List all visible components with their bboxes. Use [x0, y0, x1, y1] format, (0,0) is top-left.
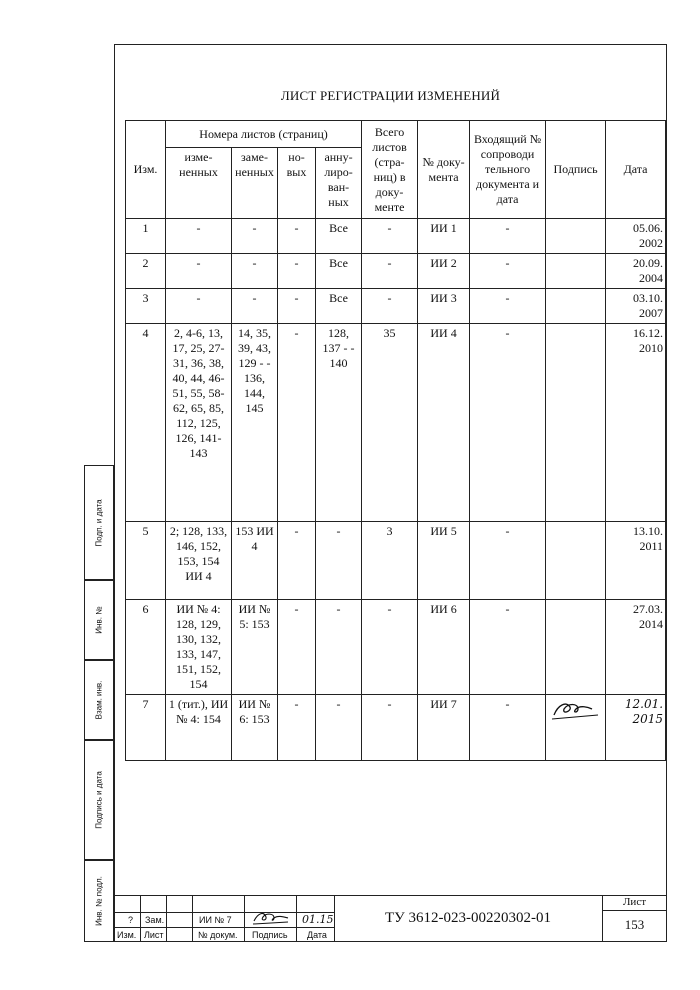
header-data: Дата	[606, 121, 666, 219]
table-row	[126, 522, 666, 600]
cell-izm: 6	[126, 600, 166, 695]
cell-podpis	[546, 522, 606, 600]
side-podpis-i-data	[84, 740, 114, 860]
cell-zamenennyh: ИИ № 6: 153	[232, 695, 278, 761]
cell-annul: Все	[316, 289, 362, 324]
table-row-empty	[126, 761, 666, 831]
table-row	[126, 254, 666, 289]
sheet-number: 153	[624, 917, 645, 932]
table-row	[126, 324, 666, 522]
cell-annul: -	[316, 695, 362, 761]
cell-data: 05.06. 2002	[606, 219, 666, 254]
cell-data: 20.09. 2004	[606, 254, 666, 289]
tb-lbl-podpis: Подпись	[252, 930, 288, 940]
cell-vhod: -	[470, 324, 546, 522]
cell-data: 03.10. 2007	[606, 289, 666, 324]
side-label: Инв. № подл.	[94, 876, 104, 926]
cell-doc: ИИ 1	[418, 219, 470, 254]
tb-lbl-list: Лист	[144, 930, 164, 940]
table-row	[126, 289, 666, 324]
tb-row-zam: Зам.	[145, 915, 165, 925]
side-stamp	[84, 465, 114, 942]
tb-lbl-doc: № докум.	[198, 930, 238, 940]
header-vsego: Всего листов (стра-ниц) в доку-менте	[362, 121, 418, 219]
header-nomera: Номера листов (страниц)	[166, 121, 362, 148]
header-nomer-doc: № доку-мента	[418, 121, 470, 219]
cell-annul: -	[316, 522, 362, 600]
cell-doc: ИИ 2	[418, 254, 470, 289]
cell-data: 13.10. 2011	[606, 522, 666, 600]
cell-vhod: -	[470, 289, 546, 324]
table-row	[126, 695, 666, 761]
signature-mark	[548, 697, 604, 725]
cell-zamenennyh: -	[232, 219, 278, 254]
cell-vsego: -	[362, 695, 418, 761]
cell-podpis	[546, 219, 606, 254]
cell-podpis	[546, 695, 606, 761]
document-designation: ТУ 3612-023-00220302-01	[384, 910, 552, 926]
sheet-label: Лист	[622, 896, 647, 908]
cell-novyh: -	[278, 600, 316, 695]
cell-zamenennyh: -	[232, 254, 278, 289]
cell-izmenennyh: ИИ № 4: 128, 129, 130, 132, 133, 147, 151, 152, 154	[166, 600, 232, 695]
cell-annul: Все	[316, 254, 362, 289]
side-label: Инв. №	[94, 606, 104, 634]
cell-izm: 3	[126, 289, 166, 324]
tb-lbl-izm: Изм.	[117, 930, 137, 940]
cell-doc: ИИ 3	[418, 289, 470, 324]
cell-izmenennyh: -	[166, 289, 232, 324]
tb-lbl-data: Дата	[307, 930, 327, 940]
side-podp-i-data	[84, 465, 114, 580]
header-podpis: Подпись	[546, 121, 606, 219]
cell-annul: Все	[316, 219, 362, 254]
empty-row	[126, 761, 666, 831]
cell-podpis	[546, 254, 606, 289]
header-vhodyashchiy: Входящий № сопроводи тельного документа и дата	[470, 121, 546, 219]
cell-podpis	[546, 289, 606, 324]
cell-vsego: 3	[362, 522, 418, 600]
side-label: Взам. инв.	[94, 680, 104, 720]
cell-vhod: -	[470, 219, 546, 254]
cell-izmenennyh: -	[166, 219, 232, 254]
side-inv-no-podl	[84, 860, 114, 942]
cell-data: 12.01. 2015	[606, 695, 666, 761]
change-registration-table	[125, 120, 666, 831]
cell-vsego: 35	[362, 324, 418, 522]
cell-vhod: -	[470, 600, 546, 695]
cell-data: 27.03. 2014	[606, 600, 666, 695]
header-zamenennyh: заме-ненных	[232, 148, 278, 219]
cell-vsego: -	[362, 219, 418, 254]
header-izmenennyh: изме-ненных	[166, 148, 232, 219]
cell-doc: ИИ 4	[418, 324, 470, 522]
cell-novyh: -	[278, 254, 316, 289]
cell-novyh: -	[278, 324, 316, 522]
cell-novyh: -	[278, 219, 316, 254]
title-block	[114, 895, 667, 942]
cell-novyh: -	[278, 522, 316, 600]
cell-zamenennyh: -	[232, 289, 278, 324]
cell-izmenennyh: -	[166, 254, 232, 289]
cell-novyh: -	[278, 289, 316, 324]
cell-annul: -	[316, 600, 362, 695]
side-label: Подп. и дата	[94, 498, 104, 547]
cell-izm: 7	[126, 695, 166, 761]
tb-row-date: 01.15	[302, 913, 334, 926]
header-row-1	[126, 121, 666, 148]
header-novyh: но-вых	[278, 148, 316, 219]
cell-izm: 1	[126, 219, 166, 254]
cell-zamenennyh: 14, 35, 39, 43, 129 - - 136, 144, 145	[232, 324, 278, 522]
cell-data: 16.12. 2010	[606, 324, 666, 522]
side-inv-no	[84, 580, 114, 660]
cell-doc: ИИ 6	[418, 600, 470, 695]
cell-vhod: -	[470, 522, 546, 600]
header-annulirovannyh: анну-лиро-ван-ных	[316, 148, 362, 219]
cell-vhod: -	[470, 695, 546, 761]
table-row	[126, 600, 666, 695]
cell-podpis	[546, 600, 606, 695]
cell-doc: ИИ 5	[418, 522, 470, 600]
cell-izmenennyh: 1 (тит.), ИИ № 4: 154	[166, 695, 232, 761]
side-label: Подпись и дата	[94, 771, 104, 829]
cell-izmenennyh: 2, 4-6, 13, 17, 25, 27-31, 36, 38, 40, 44, 46-51, 55, 58-62, 65, 85, 112, 125, 126, 141-143	[166, 324, 232, 522]
tb-signature-mark	[250, 909, 292, 927]
cell-vsego: -	[362, 600, 418, 695]
header-izm: Изм.	[126, 121, 166, 219]
cell-podpis	[546, 324, 606, 522]
page-title: ЛИСТ РЕГИСТРАЦИИ ИЗМЕНЕНИЙ	[280, 88, 501, 103]
cell-izm: 2	[126, 254, 166, 289]
tb-row-doc: ИИ № 7	[199, 915, 232, 925]
cell-zamenennyh: ИИ № 5: 153	[232, 600, 278, 695]
cell-zamenennyh: 153 ИИ 4	[232, 522, 278, 600]
cell-vhod: -	[470, 254, 546, 289]
cell-doc: ИИ 7	[418, 695, 470, 761]
cell-izmenennyh: 2; 128, 133, 146, 152, 153, 154 ИИ 4	[166, 522, 232, 600]
cell-vsego: -	[362, 254, 418, 289]
tb-row-izm: ?	[128, 915, 134, 925]
cell-annul: 128, 137 - - 140	[316, 324, 362, 522]
cell-vsego: -	[362, 289, 418, 324]
table-row	[126, 219, 666, 254]
cell-izm: 5	[126, 522, 166, 600]
side-vzam-inv	[84, 660, 114, 740]
cell-izm: 4	[126, 324, 166, 522]
cell-novyh: -	[278, 695, 316, 761]
